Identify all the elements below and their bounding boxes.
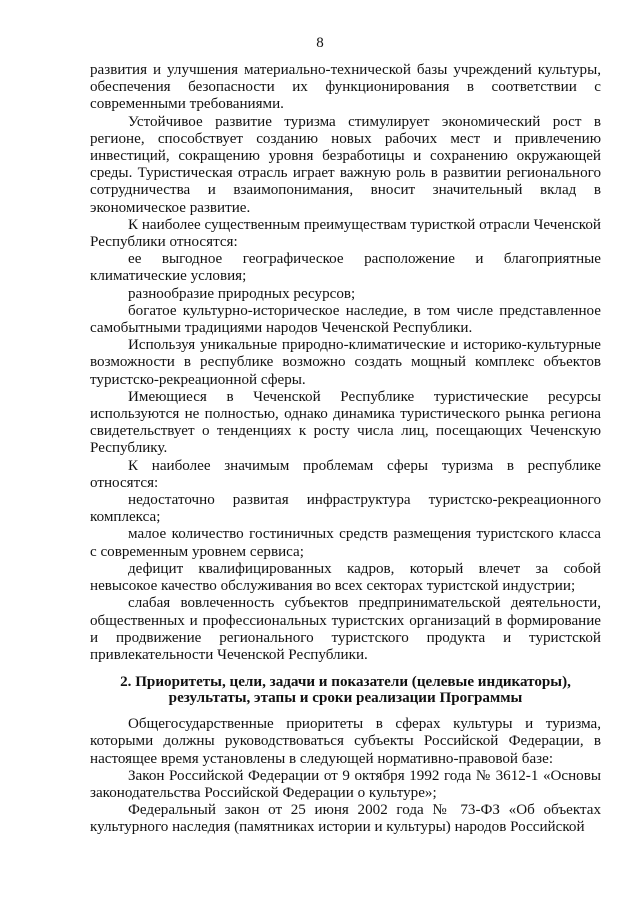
section-body-before-heading — [90, 62, 601, 664]
section-heading-line-1: 2. Приоритеты, цели, задачи и показатели (целевые индикаторы), — [120, 674, 571, 691]
paragraph: малое количество гостиничных средств размещения туристского класса с современным уровнем сервиса; — [90, 526, 601, 560]
paragraph: Имеющиеся в Чеченской Республике туристические ресурсы используются не полностью, однако динамика туристического рынка региона свидетельствует о тенденциях к росту числа лиц, посещающих Чеченскую Республику. — [90, 388, 601, 457]
page-number: 8 — [316, 35, 324, 51]
document-body — [90, 62, 601, 837]
section-heading — [90, 674, 601, 706]
paragraph: ее выгодное географическое расположение и благоприятные климатические условия; — [90, 251, 601, 285]
paragraph: слабая вовлеченность субъектов предпринимательской деятельности, общественных и профессиональных туристских организаций в формирование и продвижение регионального туристского продукта и туристской привлекательности Чеченской Республики. — [90, 595, 601, 663]
paragraph: Закон Российской Федерации от 9 октября 1992 года № 3612-1 «Основы законодательства Российской Федерации о культуре»; — [90, 767, 601, 801]
paragraph: К наиболее существенным преимуществам туристкой отрасли Чеченской Республики относятся: — [90, 216, 601, 251]
paragraph: Федеральный закон от 25 июня 2002 года № 73-ФЗ «Об объектах культурного наследия (памятниках истории и культуры) народов Российской — [90, 802, 601, 836]
paragraph: Устойчивое развитие туризма стимулирует экономический рост в регионе, способствует созданию новых рабочих мест и привлечению инвестиций, сокращению уровня безработицы и сохранению окружающей среды. Туристическая отрасль играет важную роль в развитии регионального сотрудничества и взаимопонимания, вносит значительный вклад в экономическое развитие. — [90, 113, 601, 216]
paragraph: разнообразие природных ресурсов; — [128, 285, 356, 302]
paragraph: развития и улучшения материально-технической базы учреждений культуры, обеспечения безопасности их функционирования в соответствии с современными требованиями. — [90, 62, 601, 113]
paragraph: дефицит квалифицированных кадров, который влечет за собой невысокое качество обслуживания во всех секторах туристской индустрии; — [90, 560, 601, 595]
section-body-after-heading — [90, 716, 601, 836]
section-heading-line-2: результаты, этапы и сроки реализации Программы — [168, 690, 523, 707]
paragraph: Используя уникальные природно-климатические и историко-культурные возможности в республике возможно создать мощный комплекс объектов туристско-рекреационной сферы. — [90, 337, 601, 388]
paragraph: недостаточно развитая инфраструктура туристско-рекреационного комплекса; — [90, 492, 601, 526]
paragraph: богатое культурно-историческое наследие, в том числе представленное самобытными традициями народов Чеченской Республики. — [90, 302, 601, 337]
paragraph: Общегосударственные приоритеты в сферах культуры и туризма, которыми должны руководствоваться субъекты Российской Федерации, в настоящее время установлены в следующей нормативно-правовой базе: — [90, 716, 601, 767]
paragraph: К наиболее значимым проблемам сферы туризма в республике относятся: — [90, 457, 601, 491]
